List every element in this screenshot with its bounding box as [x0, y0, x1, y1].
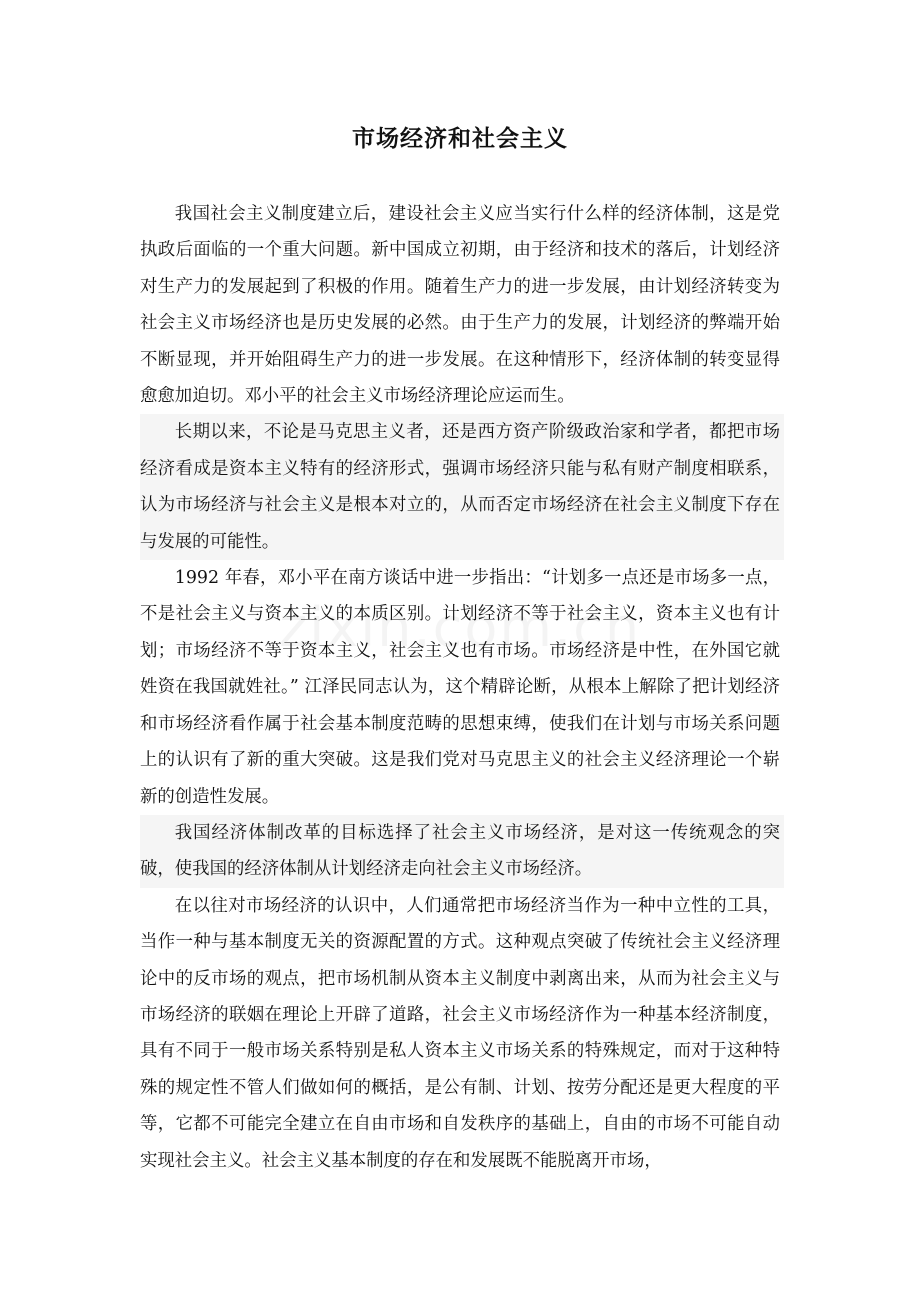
- document-title: 市场经济和社会主义: [352, 126, 568, 152]
- paragraph: 1992 年春，邓小平在南方谈话中进一步指出：“计划多一点还是市场多一点，不是社会主义与资本主义的本质区别。计划经济不等于社会主义，资本主义也有计划；市场经济不等于资本主义，社会主义也有市场。市场经济是中性，在外国它就姓资在我国就姓社。” 江泽民同志认为，这个精辟论断，从根本上解除了把计划经济和市场经济看作属于社会基本制度范畴的思想束缚，使我们在计划与市场关系问题上的认识有了新的重大突破。这是我们党对马克思主义的社会主义经济理论一个崭新的创造性发展。: [140, 568, 780, 807]
- paragraph: 长期以来，不论是马克思主义者，还是西方资产阶级政治家和学者，都把市场经济看成是资本主义特有的经济形式，强调市场经济只能与私有财产制度相联系，认为市场经济与社会主义是根本对立的，从而否定市场经济在社会主义制度下存在与发展的可能性。: [140, 414, 784, 560]
- document-body: [140, 196, 784, 1179]
- paragraph: 我国社会主义制度建立后，建设社会主义应当实行什么样的经济体制，这是党执政后面临的一个重大问题。新中国成立初期，由于经济和技术的落后，计划经济对生产力的发展起到了积极的作用。随着生产力的进一步发展，由计划经济转变为社会主义市场经济也是历史发展的必然。由于生产力的发展，计划经济的弊端开始不断显现，并开始阻碍生产力的进一步发展。在这种情形下，经济体制的转变显得愈愈加迫切。邓小平的社会主义市场经济理论应运而生。: [140, 204, 780, 407]
- paragraph: 在以往对市场经济的认识中，人们通常把市场经济当作为一种中立性的工具，当作一种与基本制度无关的资源配置的方式。这种观点突破了传统社会主义经济理论中的反市场的观点，把市场机制从资本主义制度中剥离出来，从而为社会主义与市场经济的联姻在理论上开辟了道路，社会主义市场经济作为一种基本经济制度，具有不同于一般市场关系特别是私人资本主义市场关系的特殊规定，而对于这种特殊的规定性不管人们做如何的概括，是公有制、计划、按劳分配还是更大程度的平等，它都不可能完全建立在自由市场和自发秩序的基础上，自由的市场不可能自动实现社会主义。社会主义基本制度的存在和发展既不能脱离开市场，: [140, 895, 780, 1171]
- paragraph: 我国经济体制改革的目标选择了社会主义市场经济，是对这一传统观念的突破，使我国的经济体制从计划经济走向社会主义市场经济。: [140, 815, 784, 888]
